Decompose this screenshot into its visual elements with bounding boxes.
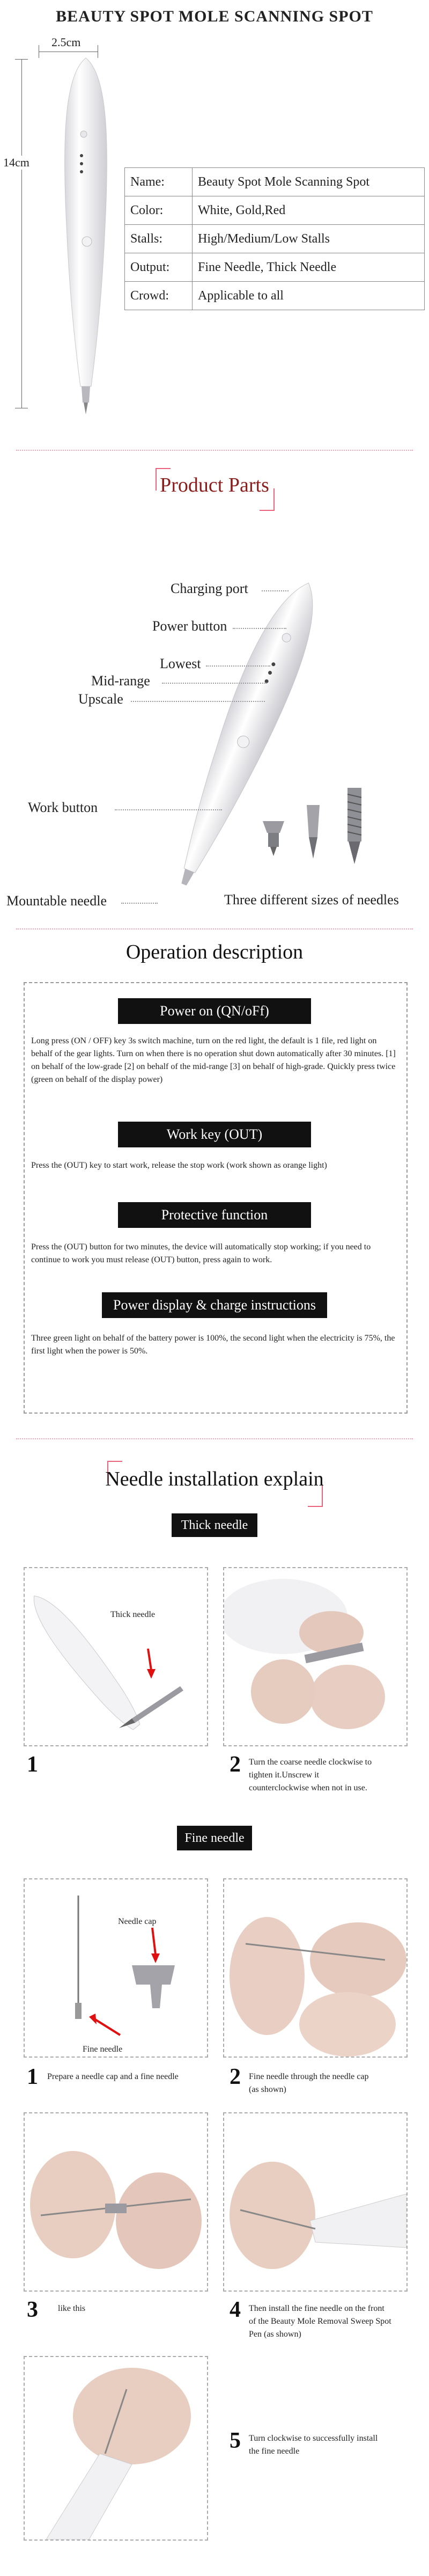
op-text-protective: Press the (OUT) button for two minutes, the device will automatically stop working; if you need to continue to work you must release (OUT) button, press again to work. — [31, 1242, 371, 1264]
op-text-work-key: Press the (OUT) key to start work, release the stop work (work shown as orange light) — [31, 1161, 327, 1170]
fine-step2-photo — [223, 1878, 408, 2058]
product-parts-title: Product Parts — [160, 474, 269, 496]
spec-row-color — [125, 196, 425, 225]
fine-step2-number: 2 — [230, 2065, 241, 2089]
needle-through-cap-image — [224, 1879, 406, 2057]
fine-step4-number: 4 — [230, 2297, 241, 2322]
label-mid-range: Mid-range — [91, 673, 150, 689]
spec-key: Crowd: — [125, 282, 193, 310]
divider — [16, 928, 413, 930]
label-mountable-needle: Mountable needle — [6, 893, 107, 909]
spec-key: Color: — [125, 196, 193, 225]
spec-row-name — [125, 168, 425, 196]
label-power-button: Power button — [152, 618, 227, 634]
spec-value: Beauty Spot Mole Scanning Spot — [193, 168, 425, 196]
divider — [16, 1438, 413, 1439]
fine-step2-text: Fine needle through the needle cap (as shown) — [249, 2072, 369, 2094]
height-dim-tick-top — [15, 59, 28, 60]
divider — [16, 450, 413, 451]
leader-line — [115, 809, 222, 810]
spec-value: White, Gold,Red — [193, 196, 425, 225]
spec-value: Fine Needle, Thick Needle — [193, 253, 425, 282]
thick-needle-bar: Thick needle — [172, 1513, 257, 1537]
spec-key: Name: — [125, 168, 193, 196]
thick-step2-number: 2 — [230, 1752, 241, 1777]
op-heading-work-key: Work key (OUT) — [118, 1122, 311, 1147]
spec-row-crowd — [125, 282, 425, 310]
needle-large — [347, 788, 361, 864]
leader-line — [206, 665, 270, 667]
fine-step3-number: 3 — [27, 2297, 38, 2322]
fine-step3-text: like this — [58, 2304, 86, 2313]
op-text-power: Long press (ON / OFF) key 3s switch machine, turn on the red light, the default is 1 file, red light on behalf of the gear lights. Turn on when there is no operation shut down automatically after 30 minutes. [1] on behalf of the low-grade [2] on behalf of the mid-range [3] on behalf of high-grade. Quickly press twice (green on behalf of the display power) — [31, 1036, 396, 1084]
fine-step3-photo — [24, 2112, 208, 2292]
page-title: BEAUTY SPOT MOLE SCANNING SPOT — [56, 8, 373, 25]
op-heading-power: Power on (QN/oFf) — [118, 998, 311, 1024]
spec-row-output — [125, 253, 425, 282]
fine-step1-photo — [24, 1878, 208, 2058]
needle-cap-and-fine-needle-image — [25, 1879, 207, 2057]
spec-row-stalls — [125, 225, 425, 253]
needle-cap-label: Needle cap — [118, 1917, 157, 1926]
fine-step5-number: 5 — [230, 2428, 241, 2453]
fine-step4-photo — [223, 2112, 408, 2292]
turn-clockwise-image — [25, 2357, 207, 2540]
fine-step4-text: Then install the fine needle on the front of the Beauty Mole Removal Sweep Spot Pen (as shown) — [249, 2304, 391, 2339]
fine-step1-number: 1 — [27, 2065, 38, 2089]
op-heading-power-display: Power display & charge instructions — [102, 1292, 327, 1318]
operation-title: Operation description — [125, 941, 304, 963]
three-needles-image — [252, 784, 391, 875]
fine-step5-text: Turn clockwise to successfully install the fine needle — [249, 2434, 378, 2456]
fine-step1-text: Prepare a needle cap and a fine needle — [47, 2072, 179, 2081]
thick-step2-photo — [223, 1567, 408, 1746]
needle-medium — [307, 805, 320, 859]
pen-product-image — [54, 54, 118, 419]
spec-value: Applicable to all — [193, 282, 425, 310]
thick-step2-text: Turn the coarse needle clockwise to tighten it.Unscrew it counterclockwise when not in use. — [249, 1758, 372, 1792]
label-upscale: Upscale — [78, 691, 123, 707]
install-fine-needle-on-pen-image — [224, 2113, 406, 2290]
leader-line — [162, 683, 267, 684]
leader-line — [233, 628, 286, 629]
leader-line — [131, 701, 265, 702]
needle-in-cap-image — [25, 2113, 207, 2290]
spec-value: High/Medium/Low Stalls — [193, 225, 425, 253]
height-dimension-label: 14cm — [3, 156, 29, 169]
label-charging-port: Charging port — [171, 581, 248, 596]
height-dimension-line — [21, 59, 22, 408]
pen-with-thick-needle-image — [25, 1568, 207, 1745]
hands-tightening-needle-image — [224, 1568, 406, 1745]
leader-line — [262, 590, 289, 591]
label-three-needles: Three different sizes of needles — [224, 892, 399, 908]
spec-table — [124, 167, 425, 310]
label-lowest: Lowest — [160, 656, 201, 671]
spec-key: Output: — [125, 253, 193, 282]
thick-step1-photo — [24, 1567, 208, 1746]
thick-needle-photo-label: Thick needle — [110, 1610, 156, 1619]
op-text-power-display: Three green light on behalf of the battery power is 100%, the second light when the electricity is 75%, the first light when the power is 50%. — [31, 1334, 395, 1356]
thick-step1-number: 1 — [27, 1752, 38, 1777]
op-heading-protective: Protective function — [118, 1202, 311, 1228]
label-work-button: Work button — [28, 800, 98, 815]
needle-small — [263, 821, 284, 856]
width-dimension-label: 2.5cm — [51, 35, 81, 49]
fine-needle-bar: Fine needle — [177, 1826, 252, 1850]
fine-needle-label: Fine needle — [83, 2045, 123, 2054]
leader-line — [121, 903, 158, 904]
installation-title: Needle installation explain — [105, 1468, 324, 1490]
fine-step5-photo — [24, 2356, 208, 2541]
spec-key: Stalls: — [125, 225, 193, 253]
